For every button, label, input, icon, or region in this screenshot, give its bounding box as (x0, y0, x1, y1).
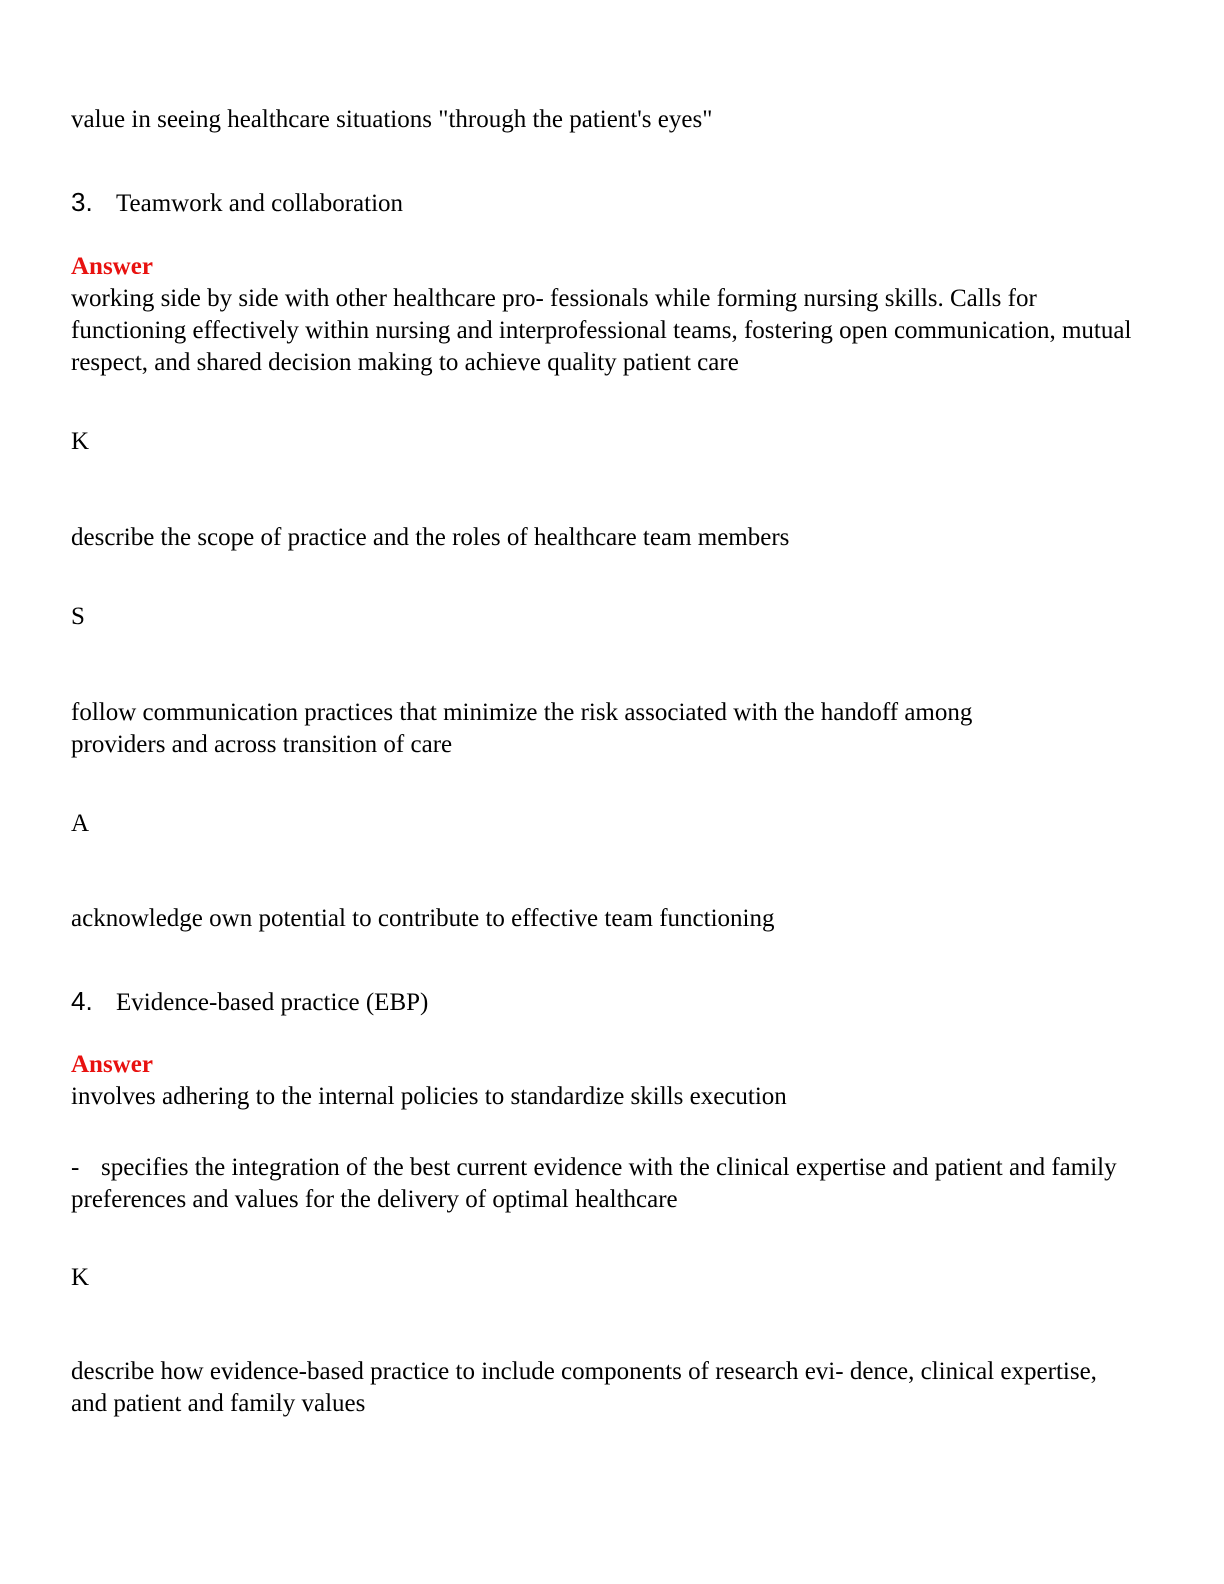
attitudes-text-1: acknowledge own potential to contribute to effective team functioning (71, 905, 775, 932)
item-4-answer-text: involves adhering to the internal policies to standardize skills execution (71, 1083, 787, 1110)
intro-line: value in seeing healthcare situations "through the patient's eyes" (71, 106, 713, 133)
item-4-number: 4. (71, 986, 93, 1016)
item-3-number: 3. (71, 187, 93, 217)
item-3-title: Teamwork and collaboration (116, 190, 404, 217)
item-4-heading (71, 985, 428, 1019)
skills-label-1: S (71, 603, 85, 630)
item-4-answer-label: Answer (71, 1051, 153, 1078)
knowledge-text-2: describe how evidence-based practice to include components of research evi- dence, clinical expertise, and patient and family values (71, 1358, 1097, 1417)
bullet-text: specifies the integration of the best current evidence with the clinical expertise and patient and family preferences and values for the delivery of optimal healthcare (71, 1154, 1117, 1213)
item-4-title: Evidence-based practice (EBP) (116, 989, 429, 1016)
item-3-heading (71, 186, 403, 220)
skills-text-1: follow communication practices that minimize the risk associated with the handoff among providers and across transition of care (71, 699, 973, 758)
bullet-item (71, 1152, 1151, 1216)
knowledge-label-1: K (71, 428, 90, 455)
item-3-answer-label: Answer (71, 253, 153, 280)
bullet-dash: - (71, 1154, 80, 1181)
attitudes-label-1: A (71, 810, 90, 837)
item-3-answer-text: working side by side with other healthcare pro- fessionals while forming nursing skills. Calls for functioning effectively within nursing and interprofessional teams, fostering open communication, mutual respect, and shared decision making to achieve quality patient care (71, 285, 1132, 376)
knowledge-label-2: K (71, 1264, 90, 1291)
knowledge-text-1: describe the scope of practice and the roles of healthcare team members (71, 524, 790, 551)
